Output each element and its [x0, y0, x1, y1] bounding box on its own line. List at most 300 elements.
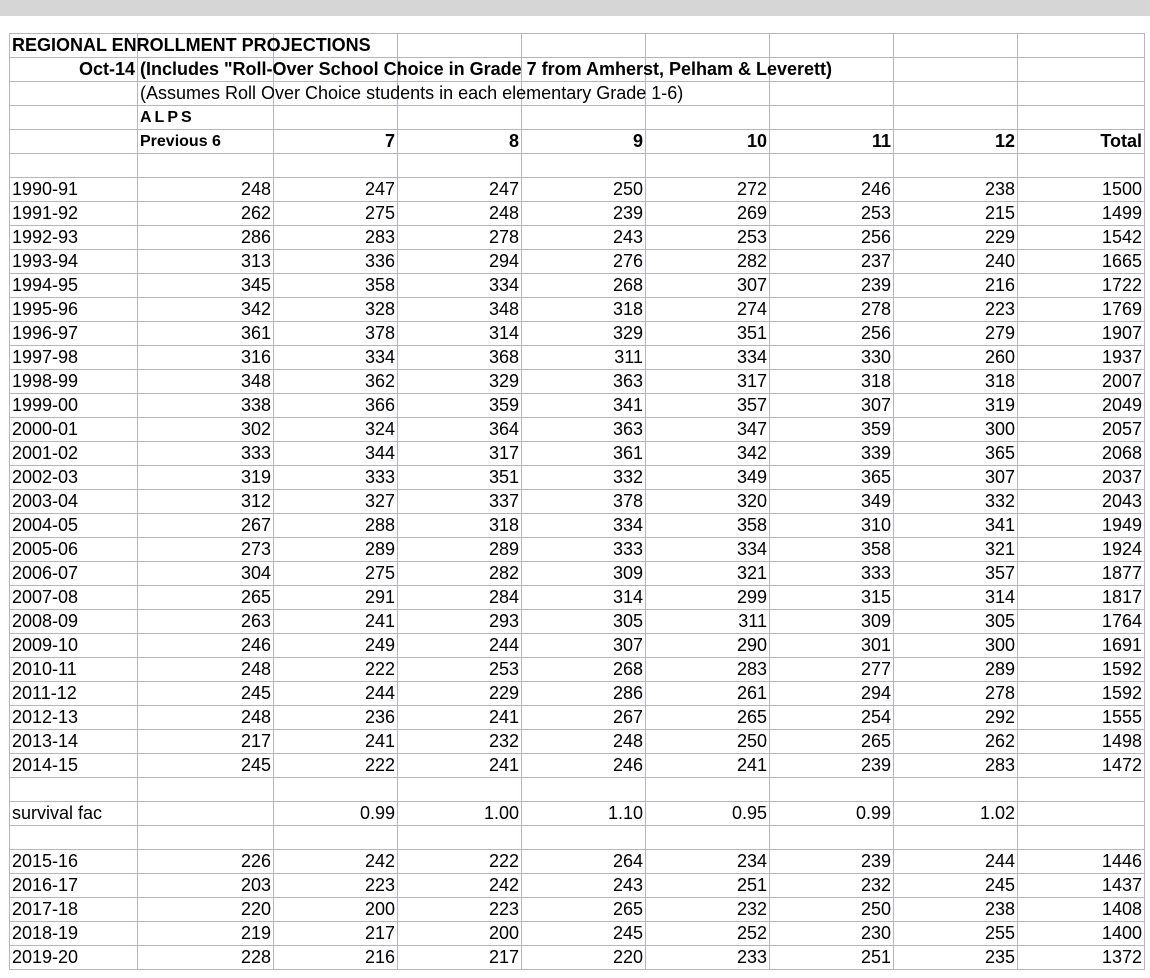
value-cell[interactable]: 361	[522, 442, 646, 466]
value-cell[interactable]: 288	[274, 514, 398, 538]
survival-factor-cell[interactable]: 0.99	[274, 802, 398, 826]
empty-cell[interactable]	[138, 778, 274, 802]
value-cell[interactable]: 361	[138, 322, 274, 346]
value-cell[interactable]: 1542	[1018, 226, 1145, 250]
empty-cell[interactable]	[646, 826, 770, 850]
value-cell[interactable]: 314	[398, 322, 522, 346]
value-cell[interactable]: 344	[274, 442, 398, 466]
year-cell[interactable]: 1999-00	[10, 394, 138, 418]
value-cell[interactable]: 364	[398, 418, 522, 442]
value-cell[interactable]: 244	[398, 634, 522, 658]
value-cell[interactable]: 248	[138, 706, 274, 730]
value-cell[interactable]: 357	[646, 394, 770, 418]
value-cell[interactable]: 1408	[1018, 898, 1145, 922]
value-cell[interactable]: 378	[274, 322, 398, 346]
year-cell[interactable]: 2010-11	[10, 658, 138, 682]
value-cell[interactable]: 316	[138, 346, 274, 370]
value-cell[interactable]: 1769	[1018, 298, 1145, 322]
value-cell[interactable]: 245	[522, 922, 646, 946]
value-cell[interactable]: 2057	[1018, 418, 1145, 442]
value-cell[interactable]: 268	[522, 658, 646, 682]
value-cell[interactable]: 359	[770, 418, 894, 442]
empty-cell[interactable]	[10, 778, 138, 802]
value-cell[interactable]: 241	[274, 730, 398, 754]
value-cell[interactable]: 269	[646, 202, 770, 226]
value-cell[interactable]: 265	[646, 706, 770, 730]
empty-cell[interactable]	[398, 778, 522, 802]
value-cell[interactable]: 243	[522, 874, 646, 898]
value-cell[interactable]: 327	[274, 490, 398, 514]
value-cell[interactable]: 286	[522, 682, 646, 706]
value-cell[interactable]: 313	[138, 250, 274, 274]
value-cell[interactable]: 329	[398, 370, 522, 394]
value-cell[interactable]: 334	[398, 274, 522, 298]
value-cell[interactable]: 1907	[1018, 322, 1145, 346]
value-cell[interactable]: 301	[770, 634, 894, 658]
value-cell[interactable]: 217	[274, 922, 398, 946]
value-cell[interactable]: 249	[274, 634, 398, 658]
value-cell[interactable]: 292	[894, 706, 1018, 730]
year-cell[interactable]: 1995-96	[10, 298, 138, 322]
value-cell[interactable]: 246	[770, 178, 894, 202]
empty-cell[interactable]	[1018, 826, 1145, 850]
empty-cell[interactable]	[522, 154, 646, 178]
value-cell[interactable]: 222	[274, 658, 398, 682]
value-cell[interactable]: 358	[770, 538, 894, 562]
year-cell[interactable]: 2012-13	[10, 706, 138, 730]
value-cell[interactable]: 273	[138, 538, 274, 562]
empty-cell[interactable]	[1018, 778, 1145, 802]
value-cell[interactable]: 247	[274, 178, 398, 202]
col-header-8[interactable]: 8	[398, 130, 522, 154]
col-header-11[interactable]: 11	[770, 130, 894, 154]
value-cell[interactable]: 351	[646, 322, 770, 346]
year-cell[interactable]: 2017-18	[10, 898, 138, 922]
year-cell[interactable]: 2014-15	[10, 754, 138, 778]
year-cell[interactable]: 2004-05	[10, 514, 138, 538]
value-cell[interactable]: 333	[138, 442, 274, 466]
year-cell[interactable]: 1994-95	[10, 274, 138, 298]
value-cell[interactable]: 337	[398, 490, 522, 514]
empty-cell[interactable]	[894, 778, 1018, 802]
value-cell[interactable]: 289	[398, 538, 522, 562]
col-header-12[interactable]: 12	[894, 130, 1018, 154]
value-cell[interactable]: 328	[274, 298, 398, 322]
value-cell[interactable]: 238	[894, 178, 1018, 202]
value-cell[interactable]: 348	[138, 370, 274, 394]
year-cell[interactable]: 1998-99	[10, 370, 138, 394]
value-cell[interactable]: 256	[770, 226, 894, 250]
empty-cell[interactable]	[894, 154, 1018, 178]
empty-cell[interactable]	[10, 154, 138, 178]
survival-factor-cell[interactable]: 0.95	[646, 802, 770, 826]
empty-cell[interactable]	[274, 826, 398, 850]
value-cell[interactable]: 229	[398, 682, 522, 706]
year-cell[interactable]: 1993-94	[10, 250, 138, 274]
empty-cell[interactable]	[274, 154, 398, 178]
empty-cell[interactable]	[10, 826, 138, 850]
value-cell[interactable]: 338	[138, 394, 274, 418]
year-cell[interactable]: 1991-92	[10, 202, 138, 226]
value-cell[interactable]: 262	[894, 730, 1018, 754]
value-cell[interactable]: 299	[646, 586, 770, 610]
value-cell[interactable]: 378	[522, 490, 646, 514]
value-cell[interactable]: 246	[138, 634, 274, 658]
value-cell[interactable]: 310	[770, 514, 894, 538]
value-cell[interactable]: 253	[398, 658, 522, 682]
value-cell[interactable]: 1722	[1018, 274, 1145, 298]
year-cell[interactable]: 2008-09	[10, 610, 138, 634]
title-cell[interactable]	[10, 34, 371, 58]
value-cell[interactable]: 311	[646, 610, 770, 634]
value-cell[interactable]: 365	[770, 466, 894, 490]
year-cell[interactable]: 2018-19	[10, 922, 138, 946]
survival-factor-cell[interactable]: 1.02	[894, 802, 1018, 826]
value-cell[interactable]: 334	[522, 514, 646, 538]
col-header-7[interactable]: 7	[274, 130, 398, 154]
empty-cell[interactable]	[398, 826, 522, 850]
value-cell[interactable]: 345	[138, 274, 274, 298]
value-cell[interactable]: 223	[894, 298, 1018, 322]
value-cell[interactable]: 276	[522, 250, 646, 274]
value-cell[interactable]: 302	[138, 418, 274, 442]
value-cell[interactable]: 220	[138, 898, 274, 922]
value-cell[interactable]: 357	[894, 562, 1018, 586]
value-cell[interactable]: 330	[770, 346, 894, 370]
survival-label[interactable]: survival fac	[10, 802, 138, 826]
value-cell[interactable]: 300	[894, 418, 1018, 442]
value-cell[interactable]: 321	[894, 538, 1018, 562]
year-cell[interactable]: 2005-06	[10, 538, 138, 562]
year-cell[interactable]: 2001-02	[10, 442, 138, 466]
value-cell[interactable]: 1592	[1018, 682, 1145, 706]
value-cell[interactable]: 1877	[1018, 562, 1145, 586]
value-cell[interactable]: 284	[398, 586, 522, 610]
value-cell[interactable]: 216	[274, 946, 398, 970]
value-cell[interactable]: 309	[522, 562, 646, 586]
col-header-total[interactable]: Total	[1018, 130, 1145, 154]
value-cell[interactable]: 2049	[1018, 394, 1145, 418]
value-cell[interactable]: 277	[770, 658, 894, 682]
value-cell[interactable]: 223	[274, 874, 398, 898]
value-cell[interactable]: 363	[522, 418, 646, 442]
value-cell[interactable]: 318	[398, 514, 522, 538]
year-cell[interactable]: 1990-91	[10, 178, 138, 202]
value-cell[interactable]: 333	[522, 538, 646, 562]
value-cell[interactable]: 347	[646, 418, 770, 442]
survival-factor-cell[interactable]	[138, 802, 274, 826]
value-cell[interactable]: 245	[138, 682, 274, 706]
empty-cell[interactable]	[894, 826, 1018, 850]
value-cell[interactable]: 307	[894, 466, 1018, 490]
value-cell[interactable]: 1446	[1018, 850, 1145, 874]
survival-factor-cell[interactable]: 1.10	[522, 802, 646, 826]
value-cell[interactable]: 307	[522, 634, 646, 658]
value-cell[interactable]: 1691	[1018, 634, 1145, 658]
year-cell[interactable]: 1996-97	[10, 322, 138, 346]
value-cell[interactable]: 275	[274, 202, 398, 226]
value-cell[interactable]: 305	[894, 610, 1018, 634]
value-cell[interactable]: 332	[894, 490, 1018, 514]
value-cell[interactable]: 318	[894, 370, 1018, 394]
value-cell[interactable]: 282	[646, 250, 770, 274]
value-cell[interactable]: 1499	[1018, 202, 1145, 226]
value-cell[interactable]: 245	[138, 754, 274, 778]
empty-cell[interactable]	[138, 154, 274, 178]
value-cell[interactable]: 243	[522, 226, 646, 250]
value-cell[interactable]: 321	[646, 562, 770, 586]
value-cell[interactable]: 1400	[1018, 922, 1145, 946]
value-cell[interactable]: 365	[894, 442, 1018, 466]
year-cell[interactable]: 1997-98	[10, 346, 138, 370]
alps-label[interactable]: ALPS	[138, 106, 274, 130]
value-cell[interactable]: 1437	[1018, 874, 1145, 898]
value-cell[interactable]: 239	[770, 754, 894, 778]
value-cell[interactable]: 256	[770, 322, 894, 346]
value-cell[interactable]: 293	[398, 610, 522, 634]
value-cell[interactable]: 222	[274, 754, 398, 778]
value-cell[interactable]: 244	[894, 850, 1018, 874]
value-cell[interactable]: 1924	[1018, 538, 1145, 562]
value-cell[interactable]: 282	[398, 562, 522, 586]
value-cell[interactable]: 261	[646, 682, 770, 706]
value-cell[interactable]: 255	[894, 922, 1018, 946]
value-cell[interactable]: 268	[522, 274, 646, 298]
value-cell[interactable]: 278	[894, 682, 1018, 706]
value-cell[interactable]: 248	[398, 202, 522, 226]
value-cell[interactable]: 290	[646, 634, 770, 658]
value-cell[interactable]: 230	[770, 922, 894, 946]
value-cell[interactable]: 348	[398, 298, 522, 322]
value-cell[interactable]: 358	[274, 274, 398, 298]
value-cell[interactable]: 341	[894, 514, 1018, 538]
value-cell[interactable]: 317	[646, 370, 770, 394]
value-cell[interactable]: 241	[398, 754, 522, 778]
value-cell[interactable]: 237	[770, 250, 894, 274]
year-cell[interactable]: 2016-17	[10, 874, 138, 898]
value-cell[interactable]: 274	[646, 298, 770, 322]
value-cell[interactable]: 238	[894, 898, 1018, 922]
value-cell[interactable]: 200	[398, 922, 522, 946]
value-cell[interactable]: 312	[138, 490, 274, 514]
value-cell[interactable]: 291	[274, 586, 398, 610]
empty-cell[interactable]	[1018, 154, 1145, 178]
value-cell[interactable]: 294	[770, 682, 894, 706]
value-cell[interactable]: 317	[398, 442, 522, 466]
value-cell[interactable]: 229	[894, 226, 1018, 250]
value-cell[interactable]: 222	[398, 850, 522, 874]
empty-cell[interactable]	[770, 154, 894, 178]
value-cell[interactable]: 368	[398, 346, 522, 370]
year-cell[interactable]: 2002-03	[10, 466, 138, 490]
value-cell[interactable]: 314	[894, 586, 1018, 610]
value-cell[interactable]: 332	[522, 466, 646, 490]
value-cell[interactable]: 264	[522, 850, 646, 874]
col-header-previous-6[interactable]: Previous 6	[138, 130, 274, 154]
value-cell[interactable]: 349	[646, 466, 770, 490]
value-cell[interactable]: 349	[770, 490, 894, 514]
value-cell[interactable]: 341	[522, 394, 646, 418]
value-cell[interactable]: 234	[646, 850, 770, 874]
value-cell[interactable]: 267	[522, 706, 646, 730]
value-cell[interactable]: 232	[646, 898, 770, 922]
value-cell[interactable]: 2037	[1018, 466, 1145, 490]
year-cell[interactable]: 2007-08	[10, 586, 138, 610]
value-cell[interactable]: 246	[522, 754, 646, 778]
value-cell[interactable]: 241	[646, 754, 770, 778]
includes-note-cell[interactable]	[138, 58, 833, 82]
value-cell[interactable]: 283	[646, 658, 770, 682]
value-cell[interactable]: 307	[646, 274, 770, 298]
value-cell[interactable]: 215	[894, 202, 1018, 226]
year-cell[interactable]: 2013-14	[10, 730, 138, 754]
value-cell[interactable]: 363	[522, 370, 646, 394]
value-cell[interactable]: 252	[646, 922, 770, 946]
value-cell[interactable]: 329	[522, 322, 646, 346]
survival-factor-cell[interactable]: 1.00	[398, 802, 522, 826]
value-cell[interactable]: 351	[398, 466, 522, 490]
year-cell[interactable]: 2000-01	[10, 418, 138, 442]
value-cell[interactable]: 342	[646, 442, 770, 466]
value-cell[interactable]: 333	[274, 466, 398, 490]
value-cell[interactable]: 1472	[1018, 754, 1145, 778]
value-cell[interactable]: 318	[522, 298, 646, 322]
value-cell[interactable]: 248	[522, 730, 646, 754]
value-cell[interactable]: 245	[894, 874, 1018, 898]
value-cell[interactable]: 342	[138, 298, 274, 322]
value-cell[interactable]: 278	[770, 298, 894, 322]
value-cell[interactable]: 200	[274, 898, 398, 922]
value-cell[interactable]: 1937	[1018, 346, 1145, 370]
value-cell[interactable]: 236	[274, 706, 398, 730]
survival-factor-cell[interactable]: 0.99	[770, 802, 894, 826]
value-cell[interactable]: 2068	[1018, 442, 1145, 466]
value-cell[interactable]: 320	[646, 490, 770, 514]
value-cell[interactable]: 1555	[1018, 706, 1145, 730]
value-cell[interactable]: 275	[274, 562, 398, 586]
value-cell[interactable]: 216	[894, 274, 1018, 298]
value-cell[interactable]: 250	[770, 898, 894, 922]
value-cell[interactable]: 283	[894, 754, 1018, 778]
value-cell[interactable]: 289	[894, 658, 1018, 682]
value-cell[interactable]: 262	[138, 202, 274, 226]
value-cell[interactable]: 220	[522, 946, 646, 970]
value-cell[interactable]: 1592	[1018, 658, 1145, 682]
empty-cell[interactable]	[522, 778, 646, 802]
value-cell[interactable]: 1372	[1018, 946, 1145, 970]
empty-cell[interactable]	[522, 826, 646, 850]
value-cell[interactable]: 223	[398, 898, 522, 922]
value-cell[interactable]: 250	[646, 730, 770, 754]
value-cell[interactable]: 247	[398, 178, 522, 202]
value-cell[interactable]: 307	[770, 394, 894, 418]
value-cell[interactable]: 289	[274, 538, 398, 562]
value-cell[interactable]: 309	[770, 610, 894, 634]
value-cell[interactable]: 250	[522, 178, 646, 202]
value-cell[interactable]: 294	[398, 250, 522, 274]
value-cell[interactable]: 358	[646, 514, 770, 538]
value-cell[interactable]: 242	[274, 850, 398, 874]
year-cell[interactable]: 2015-16	[10, 850, 138, 874]
value-cell[interactable]: 1498	[1018, 730, 1145, 754]
value-cell[interactable]: 232	[398, 730, 522, 754]
value-cell[interactable]: 242	[398, 874, 522, 898]
empty-cell[interactable]	[646, 154, 770, 178]
value-cell[interactable]: 239	[522, 202, 646, 226]
value-cell[interactable]: 217	[398, 946, 522, 970]
empty-cell[interactable]	[138, 826, 274, 850]
value-cell[interactable]: 1949	[1018, 514, 1145, 538]
assumes-note-cell[interactable]	[138, 82, 684, 106]
value-cell[interactable]: 362	[274, 370, 398, 394]
value-cell[interactable]: 228	[138, 946, 274, 970]
value-cell[interactable]: 366	[274, 394, 398, 418]
survival-factor-cell[interactable]	[1018, 802, 1145, 826]
value-cell[interactable]: 334	[646, 346, 770, 370]
value-cell[interactable]: 244	[274, 682, 398, 706]
empty-cell[interactable]	[770, 778, 894, 802]
year-cell[interactable]: 2009-10	[10, 634, 138, 658]
value-cell[interactable]: 239	[770, 850, 894, 874]
year-cell[interactable]: 1992-93	[10, 226, 138, 250]
value-cell[interactable]: 1665	[1018, 250, 1145, 274]
empty-cell[interactable]	[274, 778, 398, 802]
value-cell[interactable]: 251	[646, 874, 770, 898]
value-cell[interactable]: 239	[770, 274, 894, 298]
value-cell[interactable]: 311	[522, 346, 646, 370]
value-cell[interactable]: 300	[894, 634, 1018, 658]
value-cell[interactable]: 226	[138, 850, 274, 874]
value-cell[interactable]: 318	[770, 370, 894, 394]
value-cell[interactable]: 241	[274, 610, 398, 634]
value-cell[interactable]: 278	[398, 226, 522, 250]
year-cell[interactable]: 2019-20	[10, 946, 138, 970]
col-header-9[interactable]: 9	[522, 130, 646, 154]
value-cell[interactable]: 1500	[1018, 178, 1145, 202]
value-cell[interactable]: 263	[138, 610, 274, 634]
value-cell[interactable]: 253	[770, 202, 894, 226]
value-cell[interactable]: 2007	[1018, 370, 1145, 394]
empty-cell[interactable]	[770, 826, 894, 850]
value-cell[interactable]: 359	[398, 394, 522, 418]
value-cell[interactable]: 232	[770, 874, 894, 898]
value-cell[interactable]: 314	[522, 586, 646, 610]
value-cell[interactable]: 241	[398, 706, 522, 730]
value-cell[interactable]: 2043	[1018, 490, 1145, 514]
value-cell[interactable]: 1817	[1018, 586, 1145, 610]
value-cell[interactable]: 219	[138, 922, 274, 946]
value-cell[interactable]: 283	[274, 226, 398, 250]
value-cell[interactable]: 315	[770, 586, 894, 610]
value-cell[interactable]: 217	[138, 730, 274, 754]
year-cell[interactable]: 2003-04	[10, 490, 138, 514]
value-cell[interactable]: 336	[274, 250, 398, 274]
value-cell[interactable]: 248	[138, 178, 274, 202]
value-cell[interactable]: 333	[770, 562, 894, 586]
value-cell[interactable]: 235	[894, 946, 1018, 970]
value-cell[interactable]: 265	[138, 586, 274, 610]
value-cell[interactable]: 334	[646, 538, 770, 562]
date-cell[interactable]: Oct-14	[10, 58, 138, 82]
value-cell[interactable]: 240	[894, 250, 1018, 274]
value-cell[interactable]: 203	[138, 874, 274, 898]
value-cell[interactable]: 267	[138, 514, 274, 538]
value-cell[interactable]: 305	[522, 610, 646, 634]
col-header-10[interactable]: 10	[646, 130, 770, 154]
value-cell[interactable]: 286	[138, 226, 274, 250]
value-cell[interactable]: 265	[770, 730, 894, 754]
empty-cell[interactable]	[398, 154, 522, 178]
